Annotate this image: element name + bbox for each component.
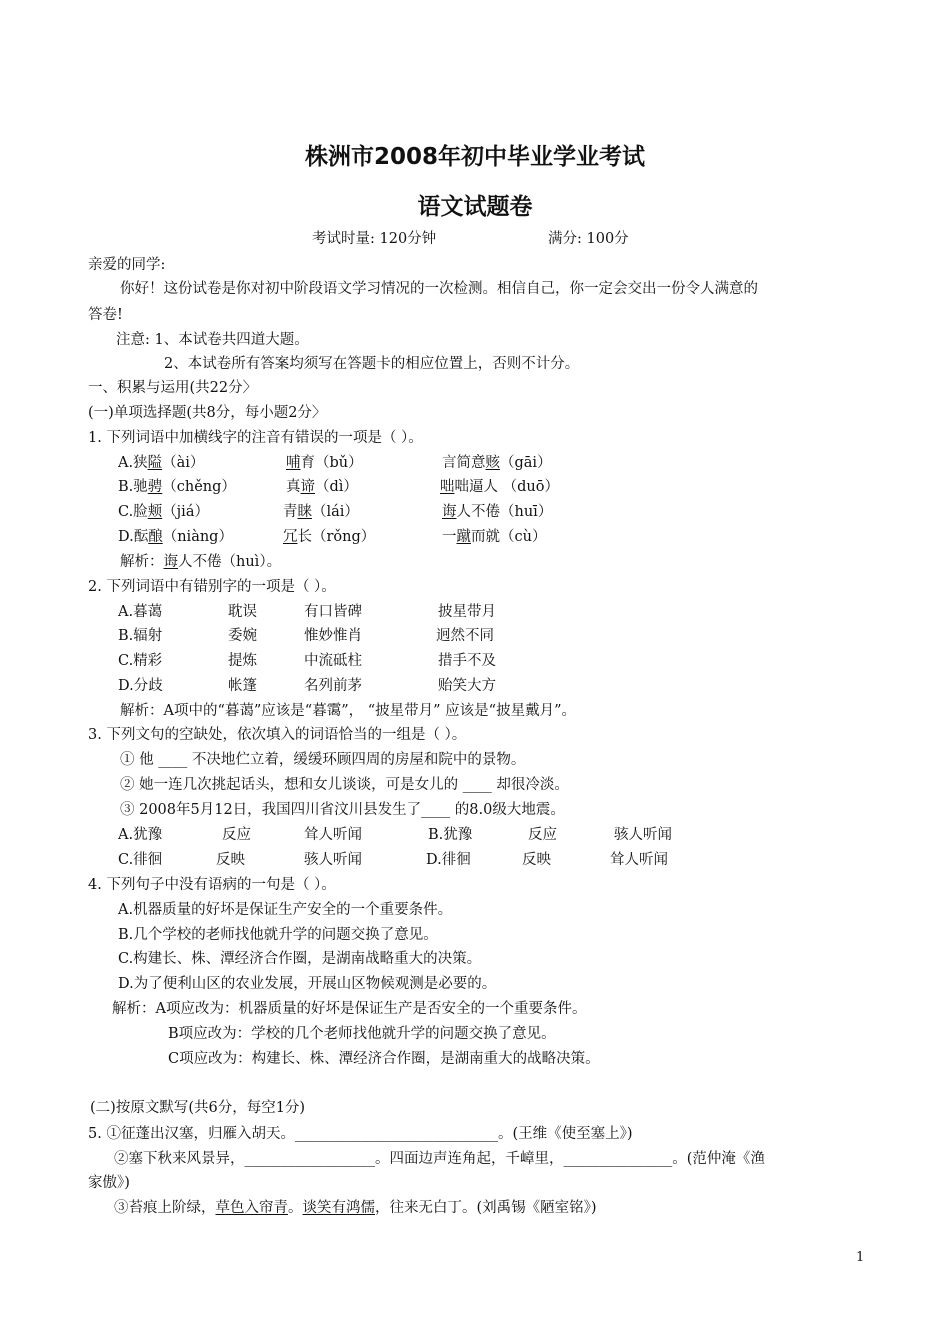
q1-stem: 1. 下列词语中加横线字的注音有错误的一项是（ ）。	[88, 430, 423, 446]
exam-subtitle: 语文试题卷	[417, 194, 533, 220]
q2-option-row-a: A.暮蔼 耽误 有口皆碑 披星带月	[118, 604, 496, 620]
q2-analysis: 解析：A项中的“暮蔼”应该是“暮霭”， “披星带月” 应该是“披星戴月”。	[120, 703, 576, 719]
q4-stem: 4. 下列句子中没有语病的一句是（ ）。	[88, 877, 336, 893]
q1-analysis: 解析：诲人不倦（huì）。	[120, 554, 282, 570]
full-score: 满分: 100分	[548, 231, 629, 247]
q1-option-row-d: D.酝酿（niàng） 冗长（rǒng） 一蹴而就（cù）	[118, 529, 547, 545]
q1-option-row-c: C.脸颊（jiá） 青睐（lái） 诲人不倦（huī）	[118, 504, 553, 520]
q5-line-4: ③苔痕上阶绿，草色入帘青。谈笑有鸿儒，往来无白丁。(刘禹锡《陋室铭》)	[114, 1200, 597, 1216]
q3-option-row-1: A.犹豫 反应 耸人听闻 B.犹豫 反应 骇人听闻	[118, 827, 672, 843]
q1-option-row-b: B.驰骋（chěng） 真谛（dì） 咄咄逼人 （duō）	[118, 479, 559, 495]
q2-stem: 2. 下列词语中有错别字的一项是（ ）。	[88, 579, 336, 595]
intro-paragraph-line-2: 答卷!	[88, 307, 123, 323]
part-2-heading: (二)按原文默写(共6分，每空1分)	[90, 1100, 306, 1116]
q4-option-d: D.为了便利山区的农业发展，开展山区物候观测是必要的。	[118, 976, 497, 992]
q1-option-row-a: A.狭隘（ài） 哺育（bǔ） 言简意赅（gāi）	[118, 455, 552, 471]
q3-stem: 3. 下列文句的空缺处，依次填入的词语恰当的一组是（ ）。	[88, 727, 467, 743]
q4-option-a: A.机器质量的好坏是保证生产安全的一个重要条件。	[118, 902, 453, 918]
page-number: 1	[856, 1250, 865, 1265]
q2-option-row-b: B.辐射 委婉 惟妙惟肖 迥然不同	[118, 628, 494, 644]
part-1-heading: (一)单项选择题(共8分，每小题2分〉	[88, 405, 327, 421]
q3-item-2: ② 她一连几次挑起话头，想和女儿谈谈，可是女儿的 ____ 却很冷淡。	[120, 777, 569, 793]
q5-line-2: ②塞下秋来风景异，__________________。四面边声连角起，千嶂里，_______________。(范仲淹《渔	[114, 1151, 765, 1167]
section-1-heading: 一、积累与运用(共22分〉	[88, 380, 258, 396]
q4-analysis-a: 解析：A项应改为：机器质量的好坏是保证生产是否安全的一个重要条件。	[112, 1001, 587, 1017]
q3-item-1: ① 他 ____ 不决地伫立着，缓缓环顾四周的房屋和院中的景物。	[120, 752, 526, 768]
intro-paragraph-line-1: 你好！这份试卷是你对初中阶段语文学习情况的一次检测。相信自己，你一定会交出一份令人满意的	[120, 281, 758, 297]
q3-option-row-2: C.徘徊 反映 骇人听闻 D.徘徊 反映 耸人听闻	[118, 852, 668, 868]
q5-blank-3: _______________	[563, 1151, 673, 1167]
q2-option-row-d: D.分歧 帐篷 名列前茅 贻笑大方	[118, 678, 496, 694]
note-1: 注意: 1、本试卷共四道大题。	[116, 332, 309, 348]
q3-item-3: ③ 2008年5月12日，我国四川省汶川县发生了____ 的8.0级大地震。	[120, 802, 565, 818]
greeting: 亲爱的同学:	[88, 257, 166, 273]
q4-analysis-c: C项应改为：构建长、株、潭经济合作圈，是湖南重大的战略决策。	[168, 1051, 600, 1067]
exam-time: 考试时量: 120分钟	[312, 231, 437, 247]
q4-option-c: C.构建长、株、潭经济合作圈，是湖南战略重大的决策。	[118, 951, 482, 967]
q5-blank-2: __________________	[244, 1151, 375, 1167]
q5-blank-1: ____________________________	[294, 1126, 498, 1142]
q4-option-b: B.几个学校的老师找他就升学的问题交换了意见。	[118, 927, 438, 943]
q5-line-3: 家傲》)	[88, 1175, 130, 1191]
q2-option-row-c: C.精彩 提炼 中流砥柱 措手不及	[118, 653, 496, 669]
exam-title: 株洲市2008年初中毕业学业考试	[304, 144, 645, 170]
note-2: 2、本试卷所有答案均须写在答题卡的相应位置上，否则不计分。	[164, 356, 580, 372]
q4-analysis-b: B项应改为：学校的几个老师找他就升学的问题交换了意见。	[168, 1026, 556, 1042]
q5-line-1: 5. ①征蓬出汉塞，归雁入胡天。____________________________。(王维《使至塞上》)	[88, 1126, 633, 1142]
